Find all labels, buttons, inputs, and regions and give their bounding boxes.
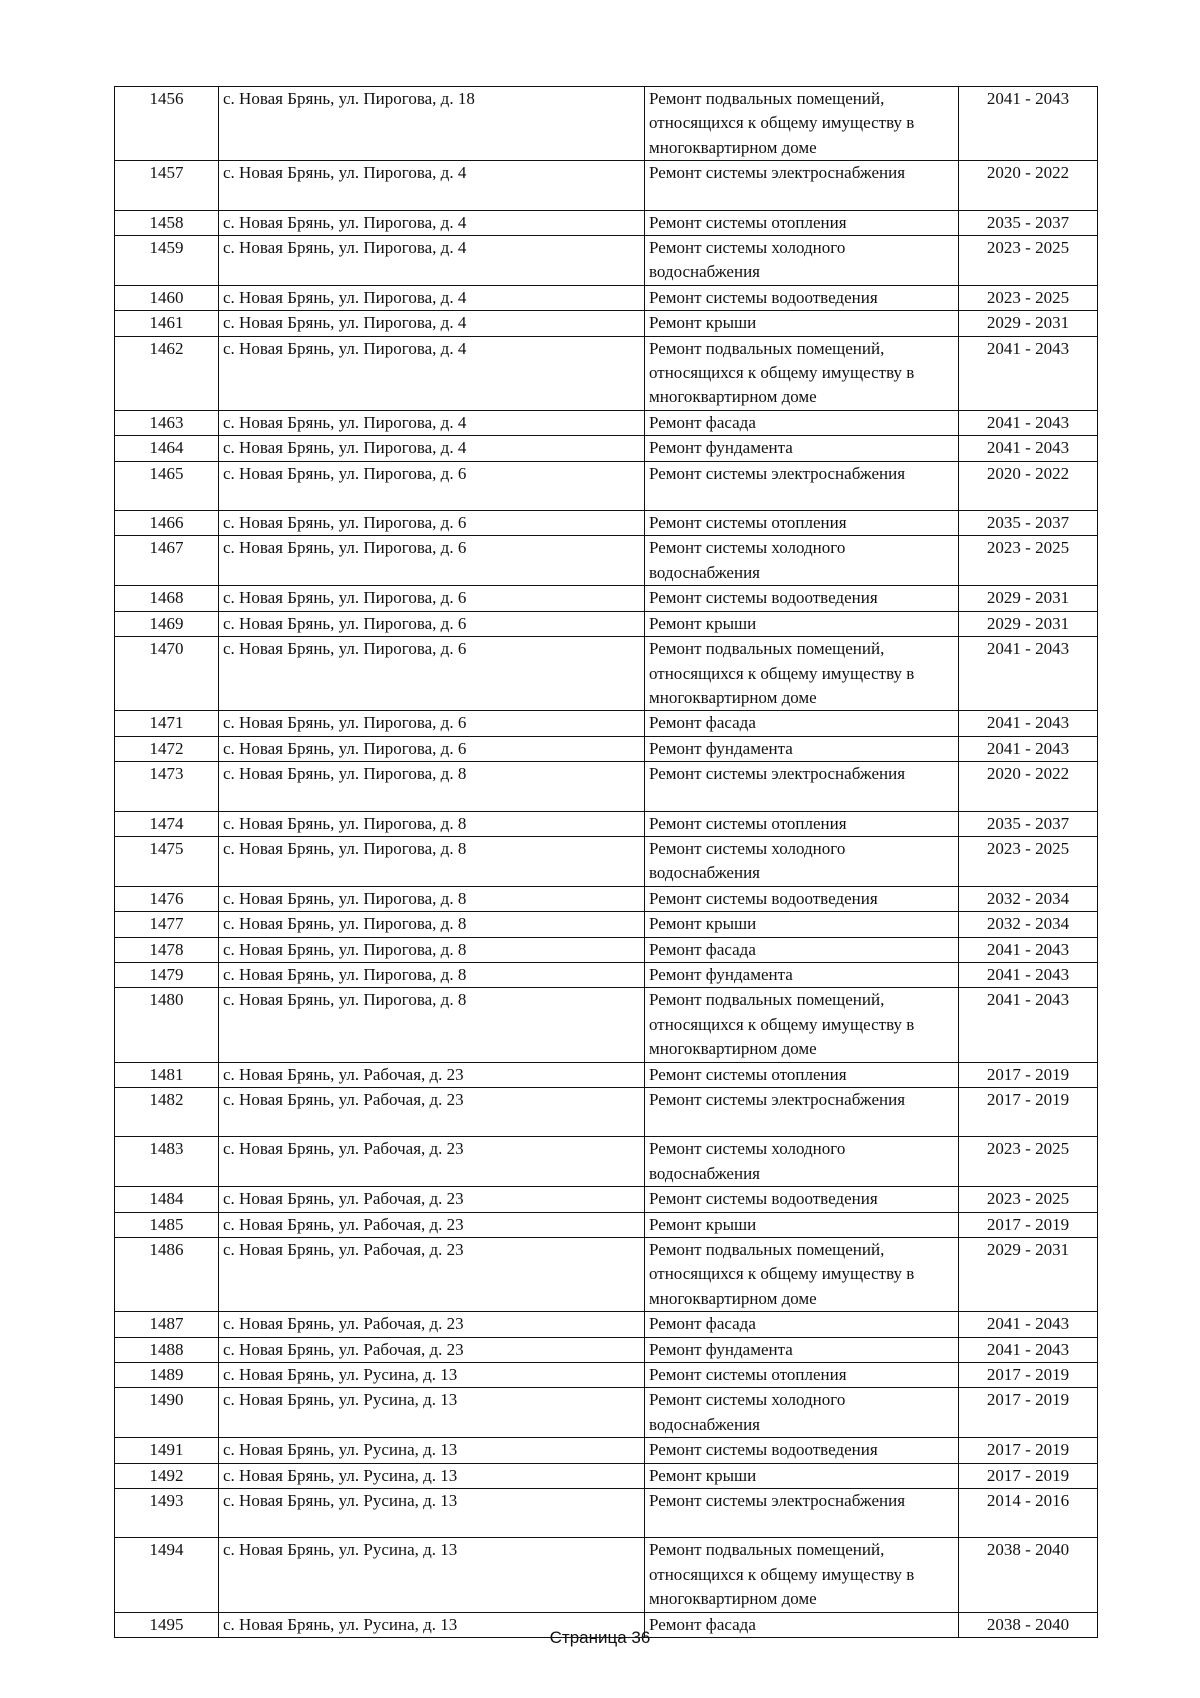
row-number-cell: 1476 [115, 886, 219, 911]
address-cell: с. Новая Брянь, ул. Рабочая, д. 23 [219, 1137, 645, 1187]
address-cell: с. Новая Брянь, ул. Пирогова, д. 4 [219, 436, 645, 461]
work-type-cell: Ремонт системы водоотведения [645, 586, 959, 611]
row-number-cell: 1488 [115, 1337, 219, 1362]
period-cell: 2020 - 2022 [959, 762, 1098, 811]
table-row [115, 511, 1098, 536]
work-type-cell: Ремонт подвальных помещений, относящихся к общему имуществу в многоквартирном доме [645, 988, 959, 1062]
address-cell: с. Новая Брянь, ул. Пирогова, д. 6 [219, 586, 645, 611]
work-type-cell: Ремонт системы отопления [645, 1363, 959, 1388]
row-number-cell: 1465 [115, 461, 219, 510]
work-type-cell: Ремонт подвальных помещений, относящихся к общему имуществу в многоквартирном доме [645, 336, 959, 410]
work-type-cell: Ремонт подвальных помещений, относящихся к общему имуществу в многоквартирном доме [645, 1538, 959, 1612]
work-type-cell: Ремонт системы электроснабжения [645, 461, 959, 510]
work-type-cell: Ремонт системы отопления [645, 811, 959, 836]
address-cell: с. Новая Брянь, ул. Рабочая, д. 23 [219, 1062, 645, 1087]
period-cell: 2041 - 2043 [959, 736, 1098, 761]
address-cell: с. Новая Брянь, ул. Пирогова, д. 4 [219, 210, 645, 235]
period-cell: 2023 - 2025 [959, 836, 1098, 886]
table-row [115, 736, 1098, 761]
row-number-cell: 1480 [115, 988, 219, 1062]
work-type-cell: Ремонт фундамента [645, 962, 959, 987]
period-cell: 2029 - 2031 [959, 1238, 1098, 1312]
work-type-cell: Ремонт системы электроснабжения [645, 1489, 959, 1538]
table-row [115, 336, 1098, 410]
table-row [115, 1337, 1098, 1362]
period-cell: 2023 - 2025 [959, 236, 1098, 286]
row-number-cell: 1493 [115, 1489, 219, 1538]
period-cell: 2041 - 2043 [959, 937, 1098, 962]
table-row [115, 937, 1098, 962]
table-row [115, 611, 1098, 636]
table-row [115, 87, 1098, 161]
period-cell: 2029 - 2031 [959, 586, 1098, 611]
table-row [115, 637, 1098, 711]
work-type-cell: Ремонт фундамента [645, 436, 959, 461]
table-row [115, 436, 1098, 461]
address-cell: с. Новая Брянь, ул. Пирогова, д. 6 [219, 511, 645, 536]
row-number-cell: 1477 [115, 912, 219, 937]
row-number-cell: 1468 [115, 586, 219, 611]
row-number-cell: 1461 [115, 311, 219, 336]
work-type-cell: Ремонт системы электроснабжения [645, 762, 959, 811]
work-type-cell: Ремонт подвальных помещений, относящихся к общему имуществу в многоквартирном доме [645, 1238, 959, 1312]
row-number-cell: 1478 [115, 937, 219, 962]
address-cell: с. Новая Брянь, ул. Пирогова, д. 4 [219, 285, 645, 310]
work-type-cell: Ремонт крыши [645, 311, 959, 336]
table-row [115, 1137, 1098, 1187]
address-cell: с. Новая Брянь, ул. Русина, д. 13 [219, 1463, 645, 1488]
period-cell: 2041 - 2043 [959, 637, 1098, 711]
address-cell: с. Новая Брянь, ул. Пирогова, д. 4 [219, 161, 645, 210]
address-cell: с. Новая Брянь, ул. Пирогова, д. 8 [219, 912, 645, 937]
period-cell: 2023 - 2025 [959, 285, 1098, 310]
table-row [115, 461, 1098, 510]
period-cell: 2041 - 2043 [959, 436, 1098, 461]
period-cell: 2035 - 2037 [959, 210, 1098, 235]
work-type-cell: Ремонт подвальных помещений, относящихся к общему имуществу в многоквартирном доме [645, 637, 959, 711]
row-number-cell: 1495 [115, 1612, 219, 1637]
period-cell: 2023 - 2025 [959, 1137, 1098, 1187]
row-number-cell: 1474 [115, 811, 219, 836]
address-cell: с. Новая Брянь, ул. Пирогова, д. 18 [219, 87, 645, 161]
address-cell: с. Новая Брянь, ул. Пирогова, д. 8 [219, 762, 645, 811]
table-row [115, 762, 1098, 811]
address-cell: с. Новая Брянь, ул. Пирогова, д. 6 [219, 736, 645, 761]
table-row [115, 1463, 1098, 1488]
row-number-cell: 1458 [115, 210, 219, 235]
table-row [115, 236, 1098, 286]
work-type-cell: Ремонт подвальных помещений, относящихся к общему имуществу в многоквартирном доме [645, 87, 959, 161]
address-cell: с. Новая Брянь, ул. Пирогова, д. 6 [219, 711, 645, 736]
address-cell: с. Новая Брянь, ул. Русина, д. 13 [219, 1388, 645, 1438]
work-type-cell: Ремонт системы холодного водоснабжения [645, 1137, 959, 1187]
period-cell: 2041 - 2043 [959, 336, 1098, 410]
row-number-cell: 1482 [115, 1087, 219, 1136]
table-row [115, 886, 1098, 911]
address-cell: с. Новая Брянь, ул. Пирогова, д. 4 [219, 410, 645, 435]
address-cell: с. Новая Брянь, ул. Рабочая, д. 23 [219, 1187, 645, 1212]
work-type-cell: Ремонт крыши [645, 1463, 959, 1488]
row-number-cell: 1456 [115, 87, 219, 161]
address-cell: с. Новая Брянь, ул. Русина, д. 13 [219, 1363, 645, 1388]
period-cell: 2035 - 2037 [959, 511, 1098, 536]
work-type-cell: Ремонт системы водоотведения [645, 886, 959, 911]
row-number-cell: 1492 [115, 1463, 219, 1488]
table-row [115, 912, 1098, 937]
address-cell: с. Новая Брянь, ул. Пирогова, д. 8 [219, 836, 645, 886]
row-number-cell: 1489 [115, 1363, 219, 1388]
address-cell: с. Новая Брянь, ул. Пирогова, д. 4 [219, 336, 645, 410]
table-row [115, 1438, 1098, 1463]
period-cell: 2032 - 2034 [959, 886, 1098, 911]
work-type-cell: Ремонт системы водоотведения [645, 1438, 959, 1463]
table-row [115, 1187, 1098, 1212]
table-body [115, 87, 1098, 1638]
table-row [115, 1062, 1098, 1087]
period-cell: 2017 - 2019 [959, 1212, 1098, 1237]
address-cell: с. Новая Брянь, ул. Пирогова, д. 4 [219, 311, 645, 336]
period-cell: 2029 - 2031 [959, 311, 1098, 336]
address-cell: с. Новая Брянь, ул. Пирогова, д. 6 [219, 637, 645, 711]
period-cell: 2017 - 2019 [959, 1062, 1098, 1087]
address-cell: с. Новая Брянь, ул. Пирогова, д. 4 [219, 236, 645, 286]
row-number-cell: 1487 [115, 1312, 219, 1337]
period-cell: 2014 - 2016 [959, 1489, 1098, 1538]
row-number-cell: 1470 [115, 637, 219, 711]
address-cell: с. Новая Брянь, ул. Рабочая, д. 23 [219, 1212, 645, 1237]
row-number-cell: 1491 [115, 1438, 219, 1463]
work-type-cell: Ремонт крыши [645, 611, 959, 636]
repair-schedule-table [114, 86, 1098, 1638]
table-row [115, 1312, 1098, 1337]
table-row [115, 161, 1098, 210]
work-type-cell: Ремонт системы водоотведения [645, 285, 959, 310]
period-cell: 2038 - 2040 [959, 1612, 1098, 1637]
address-cell: с. Новая Брянь, ул. Рабочая, д. 23 [219, 1238, 645, 1312]
work-type-cell: Ремонт крыши [645, 912, 959, 937]
period-cell: 2017 - 2019 [959, 1363, 1098, 1388]
row-number-cell: 1475 [115, 836, 219, 886]
period-cell: 2017 - 2019 [959, 1087, 1098, 1136]
period-cell: 2035 - 2037 [959, 811, 1098, 836]
table-row [115, 811, 1098, 836]
address-cell: с. Новая Брянь, ул. Пирогова, д. 8 [219, 988, 645, 1062]
period-cell: 2041 - 2043 [959, 988, 1098, 1062]
address-cell: с. Новая Брянь, ул. Русина, д. 13 [219, 1438, 645, 1463]
period-cell: 2023 - 2025 [959, 1187, 1098, 1212]
work-type-cell: Ремонт фасада [645, 410, 959, 435]
address-cell: с. Новая Брянь, ул. Рабочая, д. 23 [219, 1087, 645, 1136]
row-number-cell: 1481 [115, 1062, 219, 1087]
row-number-cell: 1473 [115, 762, 219, 811]
table-row [115, 1212, 1098, 1237]
table-row [115, 1489, 1098, 1538]
work-type-cell: Ремонт системы отопления [645, 1062, 959, 1087]
period-cell: 2020 - 2022 [959, 161, 1098, 210]
row-number-cell: 1466 [115, 511, 219, 536]
address-cell: с. Новая Брянь, ул. Русина, д. 13 [219, 1538, 645, 1612]
work-type-cell: Ремонт фасада [645, 711, 959, 736]
work-type-cell: Ремонт системы холодного водоснабжения [645, 236, 959, 286]
row-number-cell: 1484 [115, 1187, 219, 1212]
period-cell: 2038 - 2040 [959, 1538, 1098, 1612]
row-number-cell: 1471 [115, 711, 219, 736]
table-row [115, 711, 1098, 736]
address-cell: с. Новая Брянь, ул. Русина, д. 13 [219, 1612, 645, 1637]
row-number-cell: 1462 [115, 336, 219, 410]
table-row [115, 988, 1098, 1062]
period-cell: 2041 - 2043 [959, 711, 1098, 736]
table-row [115, 536, 1098, 586]
period-cell: 2020 - 2022 [959, 461, 1098, 510]
row-number-cell: 1459 [115, 236, 219, 286]
table-row [115, 1388, 1098, 1438]
page-number: Страница 36 [549, 1628, 651, 1647]
row-number-cell: 1479 [115, 962, 219, 987]
period-cell: 2017 - 2019 [959, 1388, 1098, 1438]
work-type-cell: Ремонт системы электроснабжения [645, 161, 959, 210]
row-number-cell: 1467 [115, 536, 219, 586]
work-type-cell: Ремонт системы холодного водоснабжения [645, 1388, 959, 1438]
period-cell: 2041 - 2043 [959, 87, 1098, 161]
row-number-cell: 1463 [115, 410, 219, 435]
table-row [115, 1087, 1098, 1136]
address-cell: с. Новая Брянь, ул. Пирогова, д. 6 [219, 611, 645, 636]
work-type-cell: Ремонт фундамента [645, 1337, 959, 1362]
table-row [115, 1538, 1098, 1612]
address-cell: с. Новая Брянь, ул. Пирогова, д. 8 [219, 886, 645, 911]
address-cell: с. Новая Брянь, ул. Пирогова, д. 6 [219, 536, 645, 586]
work-type-cell: Ремонт системы электроснабжения [645, 1087, 959, 1136]
period-cell: 2029 - 2031 [959, 611, 1098, 636]
work-type-cell: Ремонт системы отопления [645, 511, 959, 536]
period-cell: 2032 - 2034 [959, 912, 1098, 937]
address-cell: с. Новая Брянь, ул. Пирогова, д. 6 [219, 461, 645, 510]
row-number-cell: 1464 [115, 436, 219, 461]
period-cell: 2017 - 2019 [959, 1463, 1098, 1488]
work-type-cell: Ремонт системы водоотведения [645, 1187, 959, 1212]
row-number-cell: 1460 [115, 285, 219, 310]
address-cell: с. Новая Брянь, ул. Пирогова, д. 8 [219, 962, 645, 987]
row-number-cell: 1469 [115, 611, 219, 636]
address-cell: с. Новая Брянь, ул. Пирогова, д. 8 [219, 937, 645, 962]
row-number-cell: 1490 [115, 1388, 219, 1438]
period-cell: 2041 - 2043 [959, 1312, 1098, 1337]
row-number-cell: 1472 [115, 736, 219, 761]
address-cell: с. Новая Брянь, ул. Рабочая, д. 23 [219, 1312, 645, 1337]
row-number-cell: 1494 [115, 1538, 219, 1612]
table-row [115, 1238, 1098, 1312]
address-cell: с. Новая Брянь, ул. Русина, д. 13 [219, 1489, 645, 1538]
work-type-cell: Ремонт системы холодного водоснабжения [645, 536, 959, 586]
row-number-cell: 1485 [115, 1212, 219, 1237]
table-row [115, 1363, 1098, 1388]
work-type-cell: Ремонт фасада [645, 937, 959, 962]
row-number-cell: 1457 [115, 161, 219, 210]
address-cell: с. Новая Брянь, ул. Пирогова, д. 8 [219, 811, 645, 836]
address-cell: с. Новая Брянь, ул. Рабочая, д. 23 [219, 1337, 645, 1362]
table-row [115, 836, 1098, 886]
period-cell: 2041 - 2043 [959, 410, 1098, 435]
period-cell: 2041 - 2043 [959, 962, 1098, 987]
row-number-cell: 1486 [115, 1238, 219, 1312]
period-cell: 2017 - 2019 [959, 1438, 1098, 1463]
row-number-cell: 1483 [115, 1137, 219, 1187]
period-cell: 2041 - 2043 [959, 1337, 1098, 1362]
table-row [115, 962, 1098, 987]
table-row [115, 311, 1098, 336]
work-type-cell: Ремонт фасада [645, 1312, 959, 1337]
period-cell: 2023 - 2025 [959, 536, 1098, 586]
work-type-cell: Ремонт системы холодного водоснабжения [645, 836, 959, 886]
table-row [115, 285, 1098, 310]
table-row [115, 586, 1098, 611]
work-type-cell: Ремонт фундамента [645, 736, 959, 761]
work-type-cell: Ремонт фасада [645, 1612, 959, 1637]
table-row [115, 210, 1098, 235]
work-type-cell: Ремонт системы отопления [645, 210, 959, 235]
work-type-cell: Ремонт крыши [645, 1212, 959, 1237]
table-row [115, 410, 1098, 435]
